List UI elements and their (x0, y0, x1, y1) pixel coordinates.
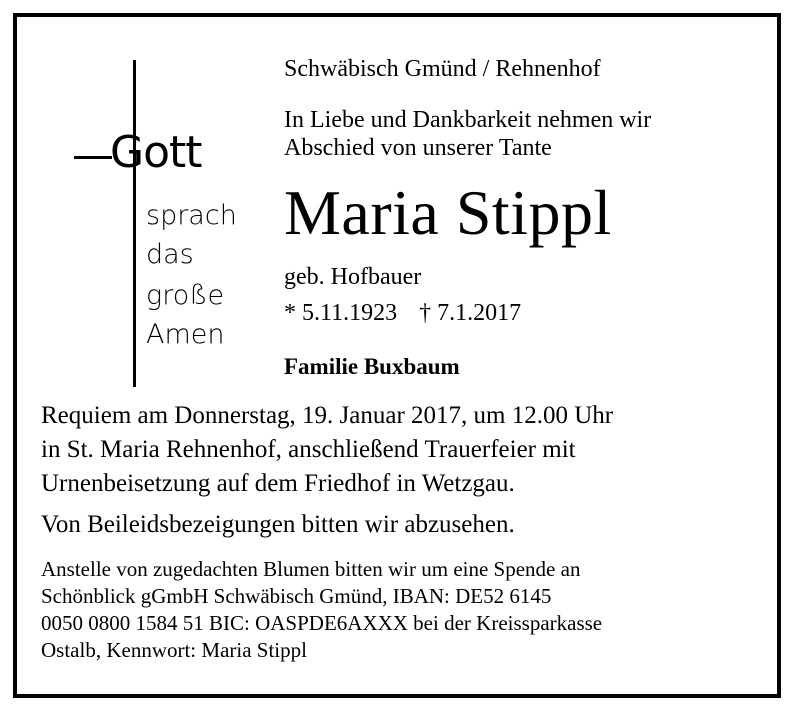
verse-line: das (146, 239, 194, 270)
birth-date: * 5.11.1923 (284, 300, 398, 326)
life-dates (284, 298, 521, 328)
verse-line: sprach (146, 200, 237, 231)
cross-vertical-bar (133, 60, 136, 387)
location-line: Schwäbisch Gmünd / Rehnenhof (284, 56, 601, 82)
donation-line: Ostalb, Kennwort: Maria Stippl (41, 638, 307, 662)
birth-name: geb. Hofbauer (284, 264, 422, 290)
death-date: † 7.1.2017 (419, 300, 522, 326)
requiem-line: Requiem am Donnerstag, 19. Januar 2017, um 12.00 Uhr (41, 402, 614, 429)
intro-line: Abschied von unserer Tante (284, 135, 552, 161)
deceased-name: Maria Stippl (284, 177, 612, 248)
donation-line: Schönblick gGmbH Schwäbisch Gmünd, IBAN: DE52 6145 (41, 584, 552, 608)
mourners: Familie Buxbaum (284, 354, 460, 379)
requiem-line: Urnenbeisetzung auf dem Friedhof in Wetzgau. (41, 470, 515, 497)
donation-line: Anstelle von zugedachten Blumen bitten wir um eine Spende an (41, 557, 581, 581)
cross-horizontal-bar (74, 156, 112, 159)
intro-line: In Liebe und Dankbarkeit nehmen wir (284, 107, 652, 133)
verse-line: große (146, 280, 225, 311)
donation-text (41, 556, 602, 664)
condolence-note: Von Beileidsbezeigungen bitten wir abzusehen. (41, 511, 515, 538)
requiem-text (41, 399, 613, 501)
verse-word-gott: Gott (110, 127, 202, 178)
donation-line: 0050 0800 1584 51 BIC: OASPDE6AXXX bei der Kreissparkasse (41, 611, 603, 635)
intro-text (284, 106, 651, 162)
verse-line: Amen (146, 319, 225, 350)
requiem-line: in St. Maria Rehnenhof, anschließend Trauerfeier mit (41, 436, 576, 463)
